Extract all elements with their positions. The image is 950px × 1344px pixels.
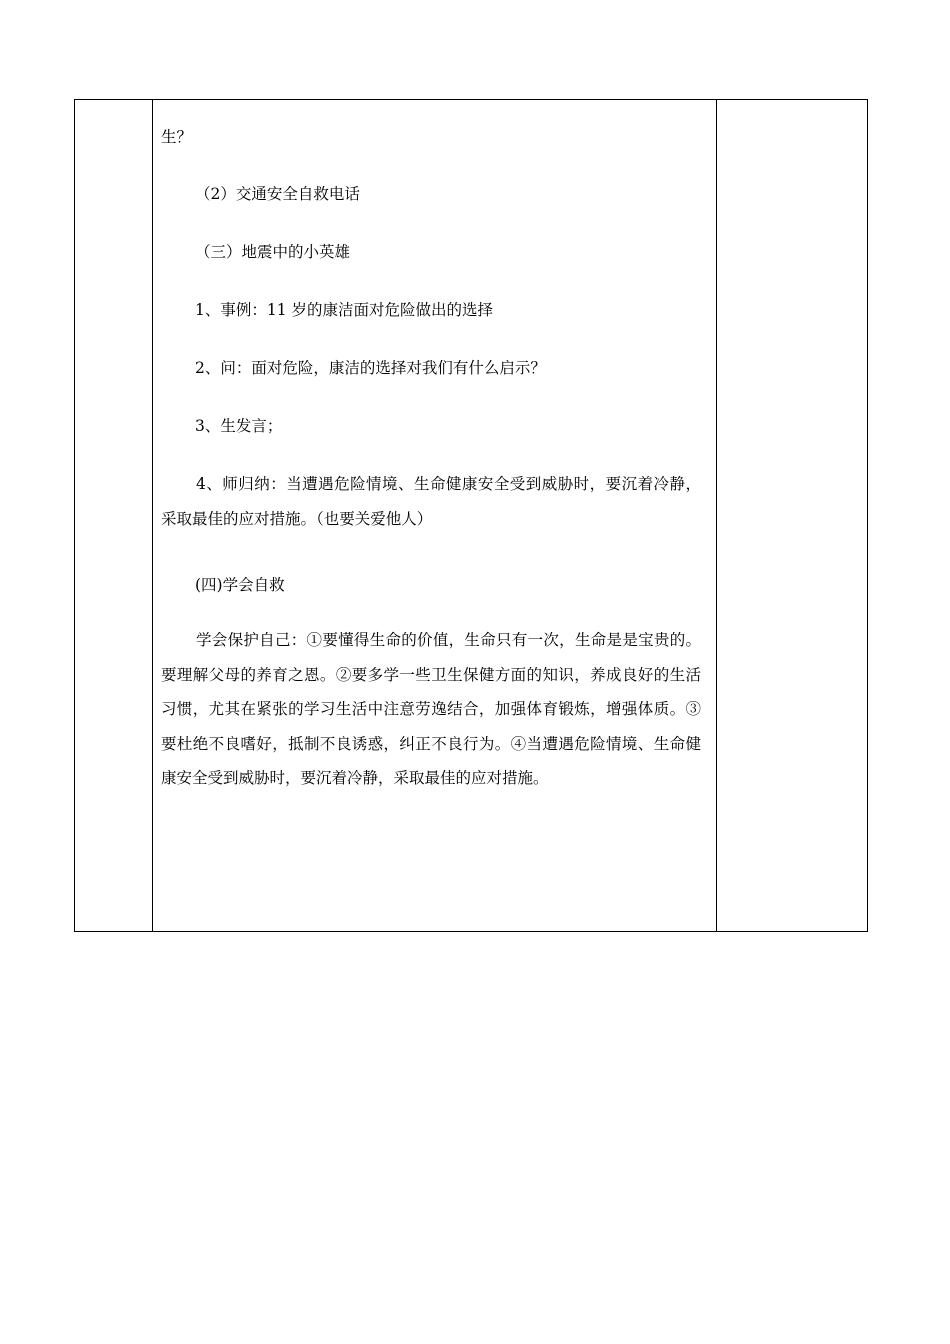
- continuation-text: 生？: [161, 128, 193, 146]
- teacher-summary: 4、师归纳：当遭遇危险情境、生命健康安全受到威胁时，要沉着冷静，采取最佳的应对措施。（也要关爱他人）: [161, 475, 701, 528]
- lesson-table: [74, 99, 868, 932]
- section-three-heading: （三）地震中的小英雄: [195, 243, 351, 261]
- content-cell: [153, 100, 716, 931]
- right-column-border: [716, 100, 717, 931]
- traffic-safety-line: （2）交通安全自救电话: [195, 185, 360, 203]
- self-rescue-paragraph: 学会保护自己：①要懂得生命的价值，生命只有一次，生命是是宝贵的。要理解父母的养育之恩。②要多学一些卫生保健方面的知识，养成良好的生活习惯，尤其在紧张的学习生活中注意劳逸结合，加强体育锻炼，增强体质。③要杜绝不良嗜好，抵制不良诱惑，纠正不良行为。④当遭遇危险情境、生命健康安全受到威胁时，要沉着冷静，采取最佳的应对措施。: [161, 631, 701, 788]
- section-four-heading: (四)学会自救: [195, 576, 285, 594]
- example-line: 1、事例：11 岁的康洁面对危险做出的选择: [195, 301, 494, 319]
- student-speak-line: 3、生发言；: [195, 417, 283, 435]
- question-line: 2、问：面对危险，康洁的选择对我们有什么启示？: [195, 359, 546, 377]
